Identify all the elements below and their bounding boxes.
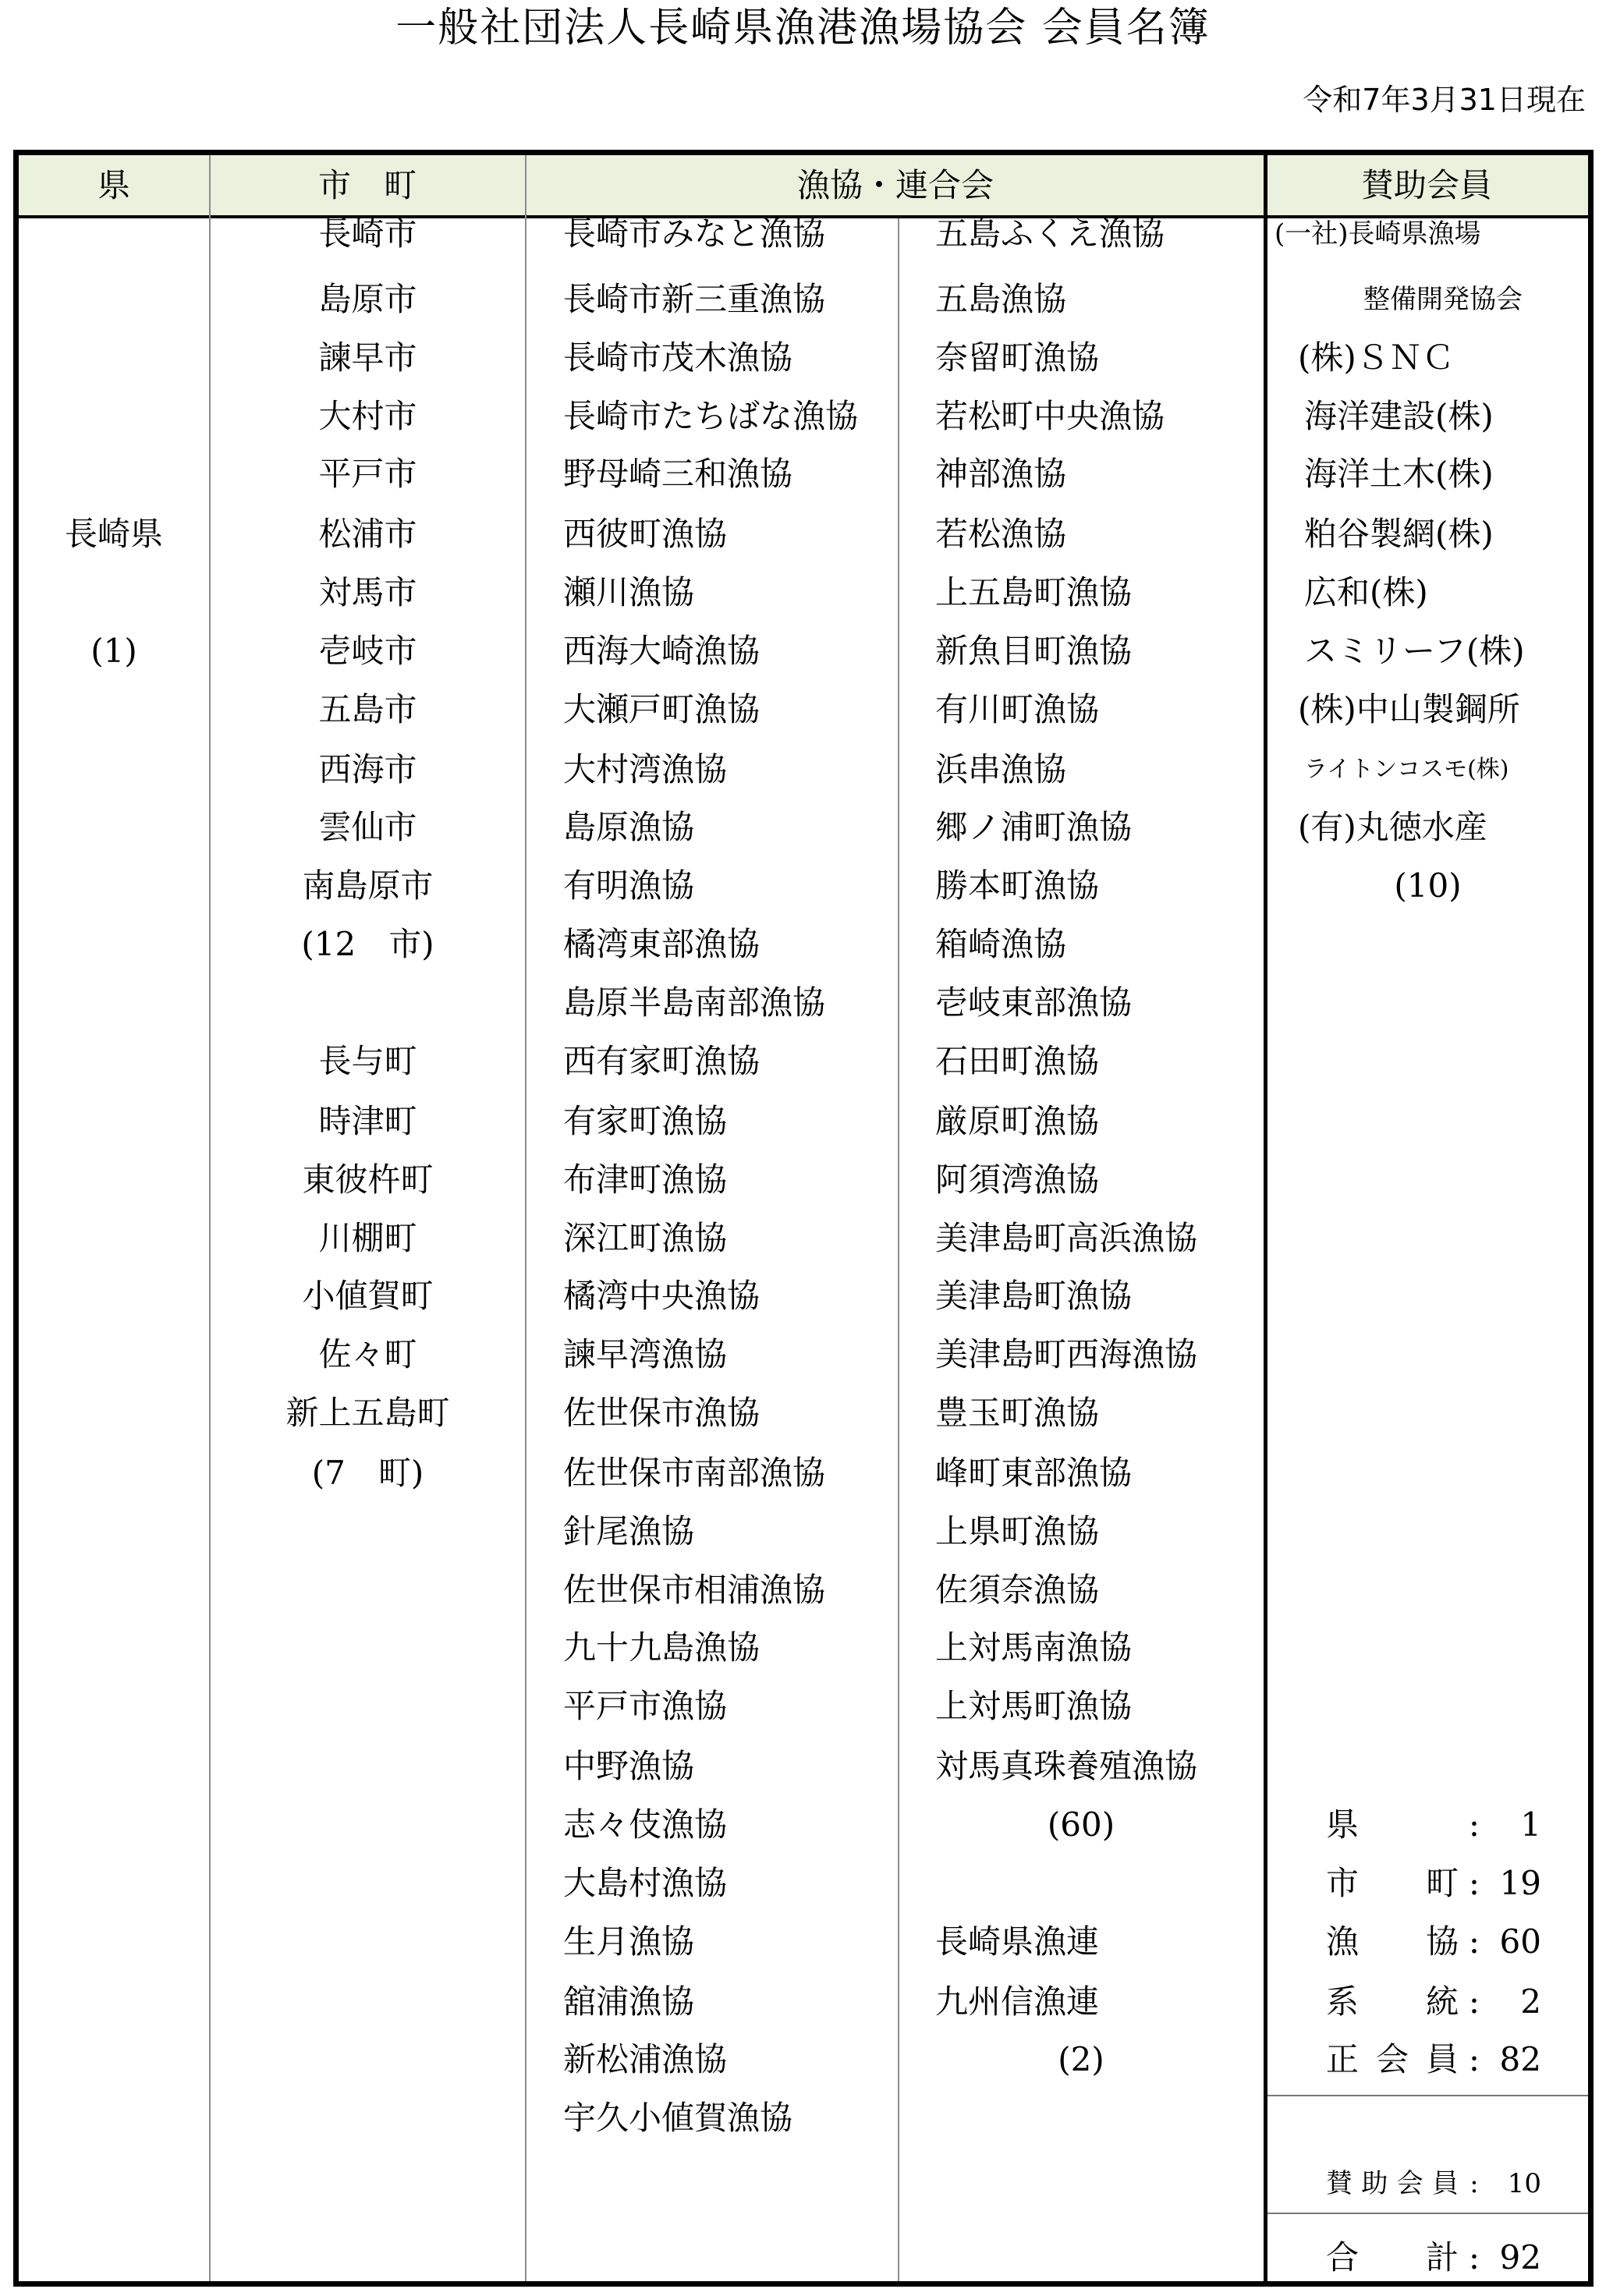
summary-colon: :: [1470, 2168, 1479, 2199]
summary-label: 漁協: [1326, 1922, 1459, 1961]
coop-item: 長崎市みなと漁協: [563, 214, 826, 253]
city-item: 壱岐市: [318, 632, 417, 670]
summary-value: 2: [1520, 1982, 1541, 2021]
coop-item: 佐世保市相浦漁協: [563, 1571, 826, 1609]
coops-count: (60): [1047, 1805, 1115, 1844]
header-prefecture: 県: [97, 166, 130, 204]
header-municipality: 市 町: [317, 166, 417, 204]
town-item: 川棚町: [318, 1219, 417, 1257]
summary-value: 60: [1499, 1922, 1541, 1961]
prefecture-name: 長崎県: [64, 515, 163, 553]
summary-row: [1326, 1862, 1541, 1905]
federation-item: 長崎県漁連: [935, 1922, 1100, 1961]
coop-item: 長崎市茂木漁協: [563, 338, 793, 377]
sponsor-item: 粕谷製網(株): [1304, 515, 1494, 553]
summary-colon: :: [1468, 2040, 1480, 2078]
coop-item: 郷ノ浦町漁協: [935, 808, 1133, 846]
coop-item: 佐世保市漁協: [563, 1394, 760, 1432]
coop-item: 諫早湾漁協: [563, 1335, 728, 1373]
coop-item: 針尾漁協: [563, 1512, 695, 1550]
as-of-date: 令和7年3月31日現在: [1303, 83, 1586, 117]
summary-label: 賛助会員: [1326, 2168, 1459, 2199]
coop-item: 深江町漁協: [563, 1219, 728, 1257]
coop-item: 対馬真珠養殖漁協: [935, 1747, 1198, 1785]
coop-item: 舘浦漁協: [563, 1982, 695, 2021]
coop-item: 佐須奈漁協: [935, 1571, 1100, 1609]
coop-item: 宇久小値賀漁協: [563, 2099, 793, 2137]
sponsors-count: (10): [1394, 866, 1462, 905]
town-item: 長与町: [318, 1042, 417, 1080]
summary-row: [1326, 2038, 1541, 2082]
sponsor-item: (有)丸徳水産: [1298, 808, 1487, 846]
sponsor-item: 海洋土木(株): [1304, 455, 1494, 493]
prefecture-count: (1): [90, 632, 137, 670]
coop-item: 若松漁協: [935, 515, 1067, 553]
city-item: 大村市: [318, 397, 417, 435]
coop-item: 阿須湾漁協: [935, 1160, 1100, 1199]
coop-item: 有明漁協: [563, 866, 695, 905]
cities-count: (12 市): [301, 925, 434, 963]
summary-value: 10: [1507, 2168, 1541, 2199]
coop-item: 若松町中央漁協: [935, 397, 1165, 435]
coop-item: 西海大崎漁協: [563, 632, 760, 670]
coop-item: 平戸市漁協: [563, 1687, 728, 1725]
summary-colon: :: [1468, 1982, 1480, 2021]
sponsor-item: ライトンコスモ(株): [1304, 756, 1509, 783]
summary-colon: :: [1468, 1805, 1480, 1844]
coop-item: 上五島町漁協: [935, 573, 1133, 611]
coop-item: 野母崎三和漁協: [563, 455, 793, 493]
coop-item: 橘湾東部漁協: [563, 925, 760, 963]
sponsor-item: (株)ＳＮＣ: [1298, 338, 1455, 377]
coop-item: 島原漁協: [563, 808, 695, 846]
sponsor-item: 整備開発協会: [1363, 284, 1523, 315]
city-item: 松浦市: [318, 515, 417, 553]
coop-item: 勝本町漁協: [935, 866, 1100, 905]
city-item: 島原市: [318, 280, 417, 318]
summary-row: [1326, 1803, 1541, 1847]
city-item: 平戸市: [318, 455, 417, 493]
sponsor-item: スミリーフ(株): [1304, 632, 1525, 670]
coop-item: 九十九島漁協: [563, 1628, 760, 1667]
coop-item: 上対馬南漁協: [935, 1628, 1133, 1667]
summary-colon: :: [1468, 2238, 1480, 2277]
header-cooperatives: 漁協・連合会: [796, 166, 994, 204]
coop-item: 島原半島南部漁協: [563, 983, 826, 1022]
row-divider-sponsor-total: [1267, 2095, 1588, 2096]
coop-item: 生月漁協: [563, 1922, 695, 1961]
city-item: 対馬市: [318, 573, 417, 611]
city-item: 西海市: [318, 750, 417, 788]
coop-item: 大島村漁協: [563, 1864, 728, 1902]
coop-item: 有川町漁協: [935, 690, 1100, 728]
summary-row: [1326, 1920, 1541, 1964]
town-item: 小値賀町: [302, 1277, 434, 1315]
city-item: 五島市: [318, 690, 417, 728]
coop-item: 峰町東部漁協: [935, 1454, 1133, 1492]
coop-item: 大村湾漁協: [563, 750, 728, 788]
coop-item: 美津島町漁協: [935, 1277, 1133, 1315]
sponsor-item: 広和(株): [1304, 573, 1428, 611]
coop-item: 瀬川漁協: [563, 573, 695, 611]
summary-colon: :: [1468, 1922, 1480, 1961]
coop-item: 新魚目町漁協: [935, 632, 1133, 670]
coop-item: 橘湾中央漁協: [563, 1277, 760, 1315]
coop-item: 上県町漁協: [935, 1512, 1100, 1550]
coop-item: 豊玉町漁協: [935, 1394, 1100, 1432]
coop-item: 佐世保市南部漁協: [563, 1454, 826, 1492]
coop-item: 美津島町西海漁協: [935, 1335, 1198, 1373]
federation-item: 九州信漁連: [935, 1982, 1100, 2021]
coop-item: 中野漁協: [563, 1747, 695, 1785]
city-item: 雲仙市: [318, 808, 417, 846]
summary-label: 正会員: [1326, 2040, 1459, 2078]
table-header: [19, 155, 1588, 218]
coop-item: 有家町漁協: [563, 1102, 728, 1140]
summary-label: 系統: [1326, 1982, 1459, 2021]
city-item: 諫早市: [318, 338, 417, 377]
sponsor-total-row: [1326, 2162, 1541, 2206]
sponsor-item: (一社)長崎県漁場: [1275, 218, 1481, 250]
sponsor-item: 海洋建設(株): [1304, 397, 1494, 435]
federations-count: (2): [1058, 2040, 1104, 2078]
row-divider-grand-total: [1267, 2213, 1588, 2214]
town-item: 東彼杵町: [302, 1160, 434, 1199]
coop-item: 長崎市新三重漁協: [563, 280, 826, 318]
town-item: 佐々町: [318, 1335, 417, 1373]
coop-item: 上対馬町漁協: [935, 1687, 1133, 1725]
sponsor-item: (株)中山製鋼所: [1298, 690, 1520, 728]
city-item: 南島原市: [302, 866, 434, 905]
coop-item: 五島ふくえ漁協: [935, 214, 1165, 253]
coop-item: 神部漁協: [935, 455, 1067, 493]
grand-total-row: [1326, 2236, 1541, 2280]
summary-label: 合計: [1326, 2238, 1459, 2277]
summary-colon: :: [1468, 1864, 1480, 1902]
coop-item: 西彼町漁協: [563, 515, 728, 553]
summary-value: 1: [1520, 1805, 1541, 1844]
summary-value: 82: [1499, 2040, 1541, 2078]
col-divider-coops: [898, 218, 899, 2281]
coop-item: 大瀬戸町漁協: [563, 690, 760, 728]
towns-count: (7 町): [311, 1454, 424, 1492]
col-divider-municipality: [525, 155, 526, 2281]
city-item: 長崎市: [318, 214, 417, 253]
col-divider-sponsors: [1264, 155, 1267, 2281]
coop-item: 箱崎漁協: [935, 925, 1067, 963]
town-item: 時津町: [318, 1102, 417, 1140]
town-item: 新上五島町: [285, 1394, 450, 1432]
header-sponsors: 賛助会員: [1360, 166, 1492, 204]
summary-label: 市町: [1326, 1864, 1459, 1902]
coop-item: 壱岐東部漁協: [935, 983, 1133, 1022]
coop-item: 石田町漁協: [935, 1042, 1100, 1080]
coop-item: 奈留町漁協: [935, 338, 1100, 377]
coop-item: 新松浦漁協: [563, 2040, 728, 2078]
coop-item: 布津町漁協: [563, 1160, 728, 1199]
coop-item: 長崎市たちばな漁協: [563, 397, 859, 435]
coop-item: 志々伎漁協: [563, 1805, 728, 1844]
summary-label: 県: [1326, 1805, 1360, 1844]
coop-item: 美津島町高浜漁協: [935, 1219, 1198, 1257]
page-title: 一般社団法人長崎県漁港漁場協会 会員名簿: [395, 5, 1211, 51]
coop-item: 西有家町漁協: [563, 1042, 760, 1080]
coop-item: 厳原町漁協: [935, 1102, 1100, 1140]
coop-item: 浜串漁協: [935, 750, 1067, 788]
summary-row: [1326, 1980, 1541, 2024]
summary-value: 19: [1499, 1864, 1541, 1902]
coop-item: 五島漁協: [935, 280, 1067, 318]
summary-value: 92: [1499, 2238, 1541, 2277]
